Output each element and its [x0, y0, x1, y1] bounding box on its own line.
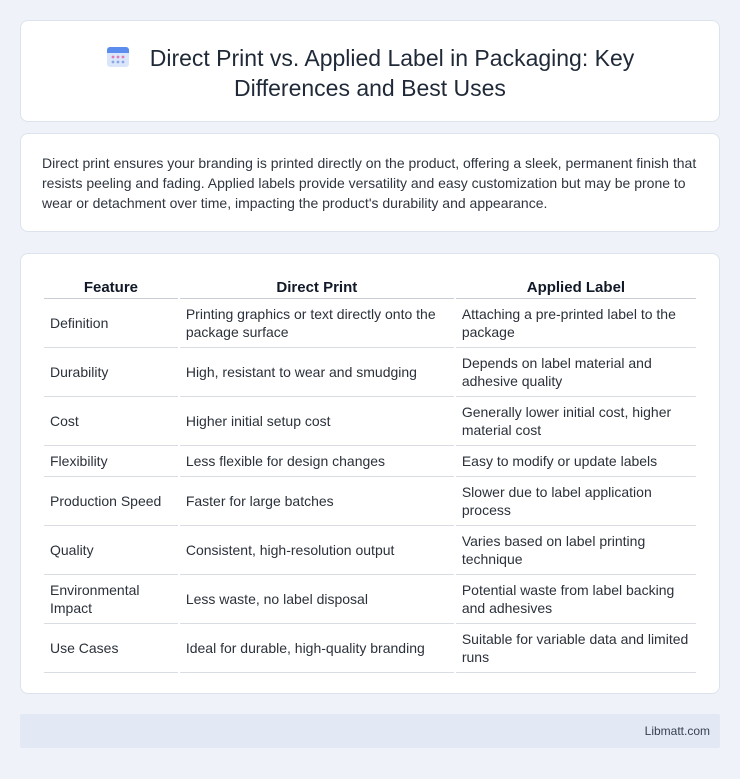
direct-print-cell: High, resistant to wear and smudging: [180, 348, 454, 397]
feature-cell: Production Speed: [44, 477, 178, 526]
calendar-icon: [106, 45, 130, 69]
direct-print-cell: Less waste, no label disposal: [180, 575, 454, 624]
feature-cell: Use Cases: [44, 624, 178, 673]
table-row: [44, 575, 696, 624]
applied-label-cell: Easy to modify or update labels: [456, 446, 696, 477]
header-feature: Feature: [44, 276, 178, 299]
footer-bar: [20, 714, 720, 748]
table-row: [44, 624, 696, 673]
feature-cell: Durability: [44, 348, 178, 397]
table-row: [44, 348, 696, 397]
direct-print-cell: Printing graphics or text directly onto the package surface: [180, 299, 454, 348]
feature-cell: Cost: [44, 397, 178, 446]
table-header-row: [44, 276, 696, 299]
table-row: [44, 299, 696, 348]
applied-label-cell: Depends on label material and adhesive quality: [456, 348, 696, 397]
direct-print-cell: Consistent, high-resolution output: [180, 526, 454, 575]
footer-site-link[interactable]: Libmatt.com: [644, 724, 710, 738]
applied-label-cell: Varies based on label printing technique: [456, 526, 696, 575]
direct-print-cell: Less flexible for design changes: [180, 446, 454, 477]
feature-cell: Flexibility: [44, 446, 178, 477]
title-line-2: Differences and Best Uses: [234, 75, 506, 101]
header-applied-label: Applied Label: [456, 276, 696, 299]
direct-print-cell: Higher initial setup cost: [180, 397, 454, 446]
table-row: [44, 397, 696, 446]
table-row: [44, 526, 696, 575]
applied-label-cell: Slower due to label application process: [456, 477, 696, 526]
intro-card: [20, 133, 720, 232]
applied-label-cell: Generally lower initial cost, higher material cost: [456, 397, 696, 446]
feature-cell: Quality: [44, 526, 178, 575]
table-row: [44, 477, 696, 526]
page-title: [21, 43, 719, 103]
comparison-card: [20, 253, 720, 694]
header-direct-print: Direct Print: [180, 276, 454, 299]
table-row: [44, 446, 696, 477]
intro-paragraph: Direct print ensures your branding is printed directly on the product, offering a sleek, permanent finish that resists peeling and fading. Applied labels provide versatility and easy customization but may be prone to wear or detachment over time, impacting the product's durability and appearance.: [42, 155, 697, 211]
direct-print-cell: Ideal for durable, high-quality branding: [180, 624, 454, 673]
applied-label-cell: Attaching a pre-printed label to the package: [456, 299, 696, 348]
applied-label-cell: Suitable for variable data and limited runs: [456, 624, 696, 673]
title-line-1: Direct Print vs. Applied Label in Packaging: Key: [149, 45, 635, 71]
applied-label-cell: Potential waste from label backing and adhesives: [456, 575, 696, 624]
feature-cell: Environmental Impact: [44, 575, 178, 624]
feature-cell: Definition: [44, 299, 178, 348]
comparison-table: [42, 276, 698, 673]
title-card: [20, 20, 720, 122]
direct-print-cell: Faster for large batches: [180, 477, 454, 526]
